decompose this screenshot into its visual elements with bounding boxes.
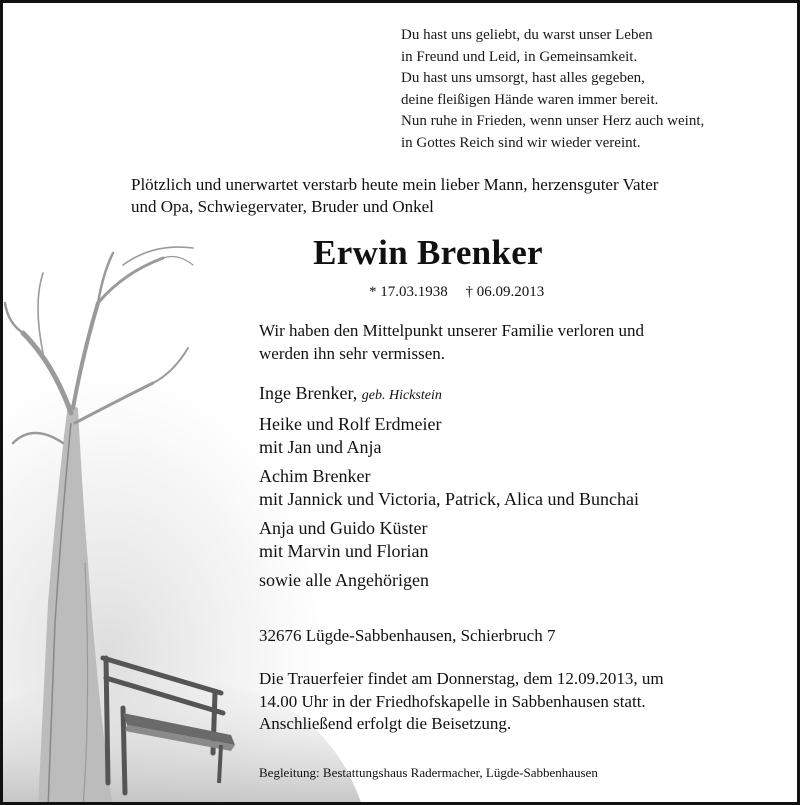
funeral-service-info [259, 668, 664, 736]
intro-line: und Opa, Schwiegervater, Bruder und Onkel [131, 197, 434, 216]
mourner-name: Achim Brenker [259, 465, 371, 486]
family-address: 32676 Lügde-Sabbenhausen, Schierbruch 7 [259, 626, 556, 645]
loss-line: Wir haben den Mittelpunkt unserer Familie verloren und [259, 321, 645, 340]
mourner-name: Heike und Rolf Erdmeier [259, 413, 442, 434]
poem-verse [401, 25, 704, 154]
mourner-name: Anja und Guido Küster [259, 517, 428, 538]
mourner-inge [259, 382, 639, 408]
deceased-name: Erwin Brenker [313, 233, 543, 272]
service-line: 14.00 Uhr in der Friedhofskapelle in Sabbenhausen statt. [259, 691, 646, 711]
mourner-achim [259, 465, 639, 512]
loss-statement [259, 320, 644, 365]
poem-line: in Freund und Leid, in Gemeinsamkeit. [401, 48, 638, 65]
mourner-name: Inge Brenker, [259, 383, 358, 403]
poem-line: Nun ruhe in Frieden, wenn unser Herz auch weint, [401, 113, 705, 129]
birth-date: * 17.03.1938 [369, 284, 448, 300]
mourner-children: mit Jan und Anja [259, 437, 382, 457]
mourner-children: mit Marvin und Florian [259, 541, 429, 561]
intro-line: Plötzlich und unerwartet verstarb heute mein lieber Mann, herzensguter Vater [131, 175, 659, 194]
poem-line: in Gottes Reich sind wir wieder vereint. [401, 134, 641, 151]
poem-line: deine fleißigen Hände waren immer bereit. [401, 91, 659, 108]
intro-text [131, 174, 791, 218]
maiden-name: geb. Hickstein [361, 388, 442, 403]
mourners-list [259, 382, 639, 597]
death-date: † 06.09.2013 [465, 284, 545, 300]
mourner-anja [259, 517, 639, 564]
loss-line: werden ihn sehr vermissen. [259, 343, 446, 363]
mourner-heike [259, 413, 639, 460]
mourner-others: sowie alle Angehörigen [259, 569, 429, 590]
poem-line: Du hast uns umsorgt, hast alles gegeben, [401, 70, 645, 86]
service-line: Die Trauerfeier findet am Donnerstag, dem 12.09.2013, um [259, 669, 664, 688]
mourner-children: mit Jannick und Victoria, Patrick, Alica und Bunchai [259, 489, 640, 509]
undertaker-credit: Begleitung: Bestattungshaus Radermacher, Lügde-Sabbenhausen [259, 765, 598, 780]
service-line: Anschließend erfolgt die Beisetzung. [259, 714, 512, 733]
poem-line: Du hast uns geliebt, du warst unser Leben [401, 27, 653, 43]
life-dates [369, 284, 558, 301]
